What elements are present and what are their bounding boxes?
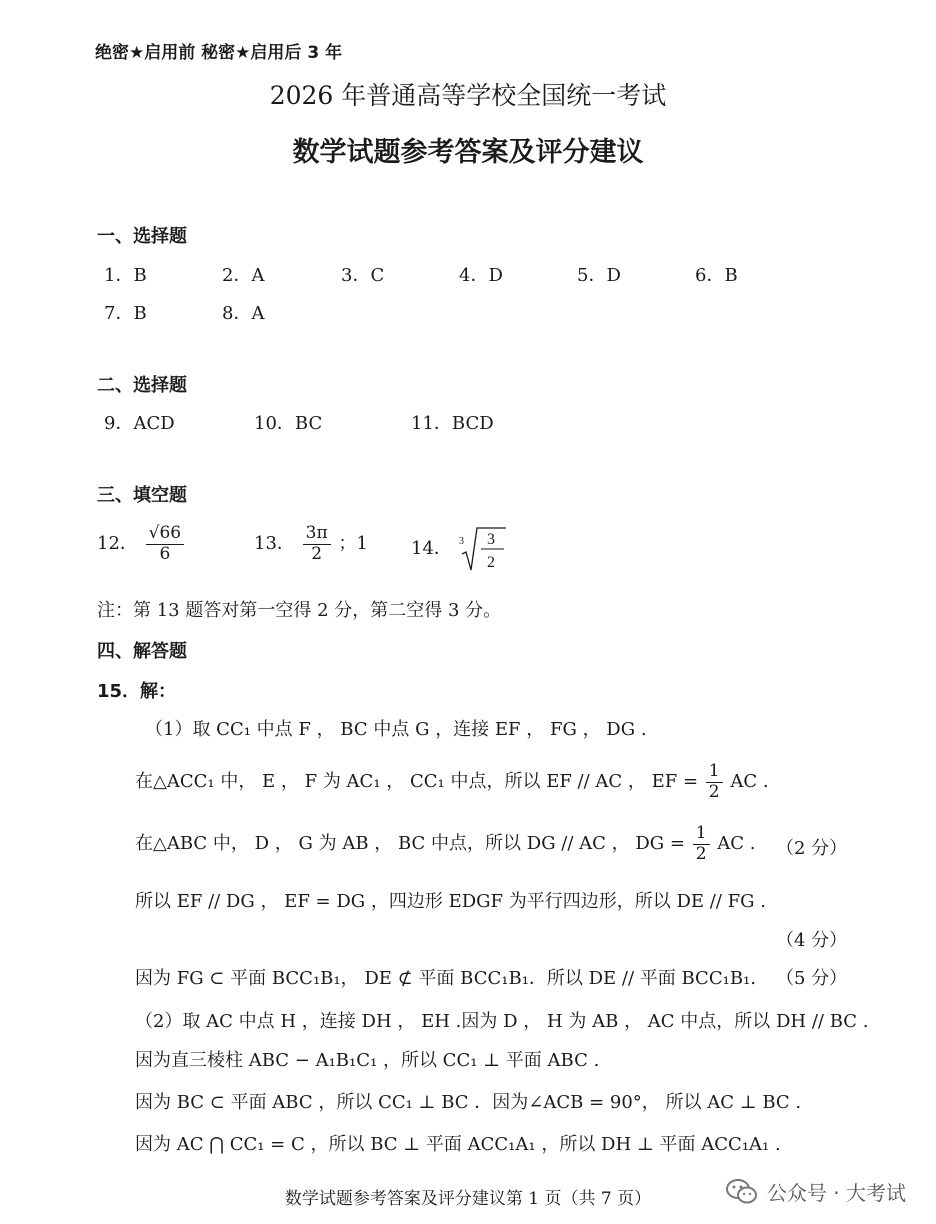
- fraction: [706, 762, 723, 802]
- score-marker: （5 分）: [776, 968, 848, 989]
- score-marker: （2 分）: [776, 838, 848, 859]
- answer-item: 6．B: [695, 265, 738, 286]
- solution-line: 因为 FG ⊂ 平面 BCC₁B₁， DE ⊄ 平面 BCC₁B₁．所以 DE // 平面 BCC₁B₁.: [135, 968, 756, 989]
- numerator: 3: [486, 531, 495, 548]
- section-heading-fill-in: 三、填空题: [97, 485, 187, 506]
- cube-root: [458, 524, 508, 574]
- wechat-icon: [725, 1178, 759, 1206]
- fraction: [303, 524, 331, 564]
- numerator: √66: [146, 524, 184, 545]
- solution-text: AC .: [717, 833, 756, 855]
- solution-line: [135, 824, 756, 864]
- answer-item: 10．BC: [254, 413, 323, 434]
- answer-item-12: [97, 524, 186, 564]
- section-heading-solutions: 四、解答题: [97, 641, 187, 662]
- solution-text: 在△ABC 中， D ， G 为 AB ， BC 中点，所以 DG // AC ， DG =: [135, 833, 685, 855]
- answer-item: 2．A: [222, 265, 265, 286]
- answer-label: 14．: [411, 538, 452, 559]
- solution-line: 因为 AC ⋂ CC₁ = C ，所以 BC ⊥ 平面 ACC₁A₁ ，所以 DH ⊥ 平面 ACC₁A₁ .: [135, 1134, 781, 1155]
- denominator: 2: [695, 843, 707, 864]
- confidentiality-label: 绝密★启用前 秘密★启用后 3 年: [95, 43, 343, 63]
- denominator: 6: [159, 543, 171, 564]
- denominator: 2: [486, 554, 495, 571]
- watermark-text: 公众号 · 大考试: [766, 1181, 906, 1205]
- numerator: 1: [693, 824, 710, 845]
- answer-item-13: [254, 524, 368, 564]
- solution-line: 因为直三棱柱 ABC − A₁B₁C₁ ，所以 CC₁ ⊥ 平面 ABC .: [135, 1050, 600, 1071]
- watermark: [725, 1177, 906, 1206]
- denominator: 2: [708, 781, 720, 802]
- answer-item-14: [411, 524, 508, 574]
- answer-tail: ；1: [338, 533, 368, 555]
- solution-line: （2）取 AC 中点 H ，连接 DH ， EH .因为 D ， H 为 AB ， AC 中点，所以 DH // BC .: [135, 1011, 869, 1032]
- answer-item: 3．C: [341, 265, 385, 286]
- solution-text: AC .: [730, 771, 769, 793]
- solution-text: 在△ACC₁ 中， E ， F 为 AC₁ ， CC₁ 中点，所以 EF // AC ， EF =: [135, 771, 699, 793]
- answer-item: 1．B: [104, 265, 147, 286]
- answer-label: 13．: [254, 533, 295, 555]
- answer-item: 4．D: [459, 265, 503, 286]
- denominator: 2: [311, 543, 323, 564]
- answer-item: 7．B: [104, 303, 147, 324]
- numerator: 1: [706, 762, 723, 783]
- answer-item: 8．A: [222, 303, 265, 324]
- document-title: 数学试题参考答案及评分建议: [292, 137, 644, 168]
- answer-item: 11．BCD: [411, 413, 494, 434]
- fraction: [146, 524, 184, 564]
- exam-title: 2026 年普通高等学校全国统一考试: [269, 81, 667, 110]
- solution-line: 所以 EF // DG ， EF = DG ，四边形 EDGF 为平行四边形，所以 DE // FG .: [135, 891, 766, 912]
- scoring-note: 注：第 13 题答对第一空得 2 分，第二空得 3 分。: [97, 600, 502, 621]
- solution-line: 因为 BC ⊂ 平面 ABC ，所以 CC₁ ⊥ BC ．因为∠ACB = 90°， 所以 AC ⊥ BC .: [135, 1092, 802, 1113]
- root-index: 3: [458, 536, 464, 547]
- answer-label: 12．: [97, 533, 138, 555]
- page-footer: 数学试题参考答案及评分建议第 1 页（共 7 页）: [284, 1189, 652, 1209]
- answer-item: 9．ACD: [104, 413, 175, 434]
- solution-line: [135, 762, 769, 802]
- question-15-label: 15．解：: [97, 681, 177, 702]
- answer-item: 5．D: [577, 265, 621, 286]
- section-heading-multi-select: 二、选择题: [97, 375, 187, 396]
- fraction: [693, 824, 710, 864]
- score-marker: （4 分）: [776, 930, 848, 951]
- solution-line: （1）取 CC₁ 中点 F ， BC 中点 G ，连接 EF ， FG ， DG .: [145, 719, 647, 740]
- section-heading-multiple-choice: 一、选择题: [97, 226, 187, 247]
- numerator: 3π: [303, 524, 331, 545]
- radical-sign: [458, 524, 508, 574]
